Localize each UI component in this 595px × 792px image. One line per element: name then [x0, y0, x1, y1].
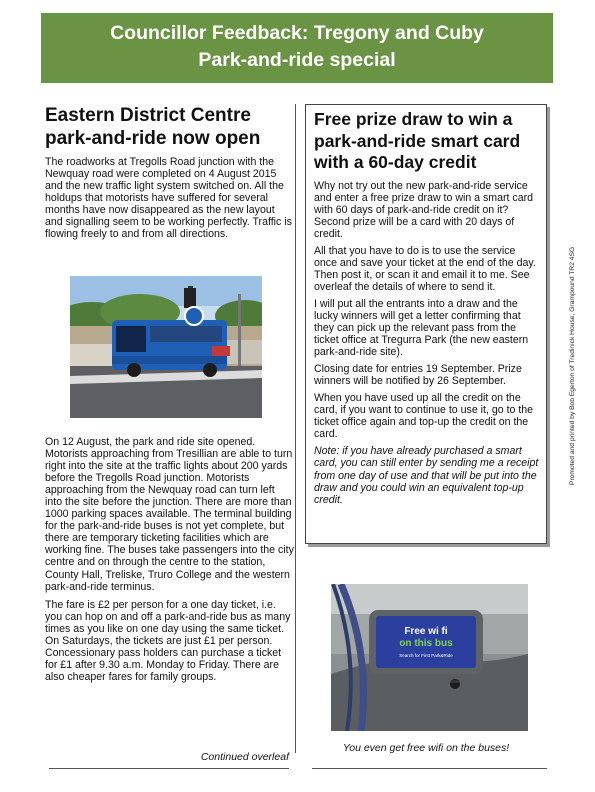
prize-note: Note: if you have already purchased a smart card, you can still enter by sending me a receipt from one day of use and that will be put into the draw and you could win an equivalent top-up credit. — [314, 445, 539, 506]
banner-title-line2: Park-and-ride special — [198, 49, 396, 71]
banner-title-line1: Councillor Feedback: Tregony and Cuby — [110, 22, 484, 44]
column-divider — [295, 104, 296, 753]
imprint-text: Promoted and printed by Bob Egerton of Tredinick House, Grampound TR2 4SG — [569, 246, 576, 485]
headline-line1: Eastern District Centre — [45, 105, 251, 126]
bottom-rule-left — [49, 768, 289, 769]
article-paragraph-1: The roadworks at Tregolls Road junction with the Newquay road were completed on 4 August 2015 and the new traffic light system switched on. All the holdups that motorists have suffered for several months have now disappeared as the new layout and signalling seem to be working perfectly. Traffic is flowing freely to and from all directions. — [45, 156, 292, 241]
bus-photo — [70, 276, 262, 418]
prize-draw-box — [305, 104, 547, 544]
imprint-vertical — [567, 215, 579, 485]
article-continuation — [45, 436, 294, 689]
left-article — [45, 104, 292, 246]
wifi-caption: You even get free wifi on the buses! — [342, 742, 510, 754]
wifi-photo — [331, 584, 528, 731]
article-paragraph-3: The fare is £2 per person for a one day ticket, i.e. you can hop on and off a park-and-ride bus as many times as you like on one day using the same ticket. On Saturdays, the tickets are just £1 per person. Concessionary pass holders can purchase a ticket for £1 after 9.30 a.m. Monday to Friday. There are also cheaper fares for family groups. — [45, 598, 291, 683]
article-paragraph-2: On 12 August, the park and ride site opened. Motorists approaching from Tresillian are able to turn right into the site at the traffic lights about 200 yards before the Tregolls Road junction. Motorists approaching from the Newquay road can turn left into the site before the junction. There are more than 1000 parking spaces available. The terminal building for the park-and-ride buses is not yet complete, but there are temporary ticketing facilities which are working fine. The buses take passengers into the city centre and on through the centre to the station, County Hall, Treliske, Truro College and the western park-and-ride terminus. — [45, 436, 294, 593]
page-banner — [41, 13, 553, 83]
prize-paragraph-4: Closing date for entries 19 September. Prize winners will be notified by 26 September. — [314, 363, 522, 388]
article-intro — [45, 156, 292, 240]
prize-paragraph-1: Why not try out the new park-and-ride service and enter a free prize draw to win a smart card with 60 days of park-and-ride credit on it? Second prize will be a card with 20 days of credit. — [314, 179, 534, 240]
bottom-rule-right — [312, 768, 547, 769]
prize-paragraph-2: All that you have to do is to use the service once and save your ticket at the end of the day. Then post it, or scan it and email it to me. See overleaf the details of where to send it. — [314, 244, 536, 293]
continued-note: Continued overleaf — [200, 751, 289, 763]
prize-body — [314, 180, 539, 506]
prize-paragraph-5: When you have used up all the credit on the card, if you want to continue to use it, go to the ticket office again and top-up the credit on the card. — [314, 392, 534, 441]
wifi-screen-line1: Free wi fi — [404, 626, 448, 637]
article-headline — [45, 104, 292, 150]
wifi-screen-line3: Search for First Park&Ride — [399, 653, 453, 658]
prize-headline: Free prize draw to win a park-and-ride smart card with a 60-day credit — [314, 109, 521, 172]
prize-paragraph-3: I will put all the entrants into a draw and the lucky winners will get a letter confirming that they can pick up the relevant pass from the ticket office at Tregurra Park (the new eastern park-and-ride site). — [314, 297, 529, 359]
headline-line2: park-and-ride now open — [45, 128, 261, 149]
wifi-screen-line2: on this bus — [399, 638, 453, 649]
